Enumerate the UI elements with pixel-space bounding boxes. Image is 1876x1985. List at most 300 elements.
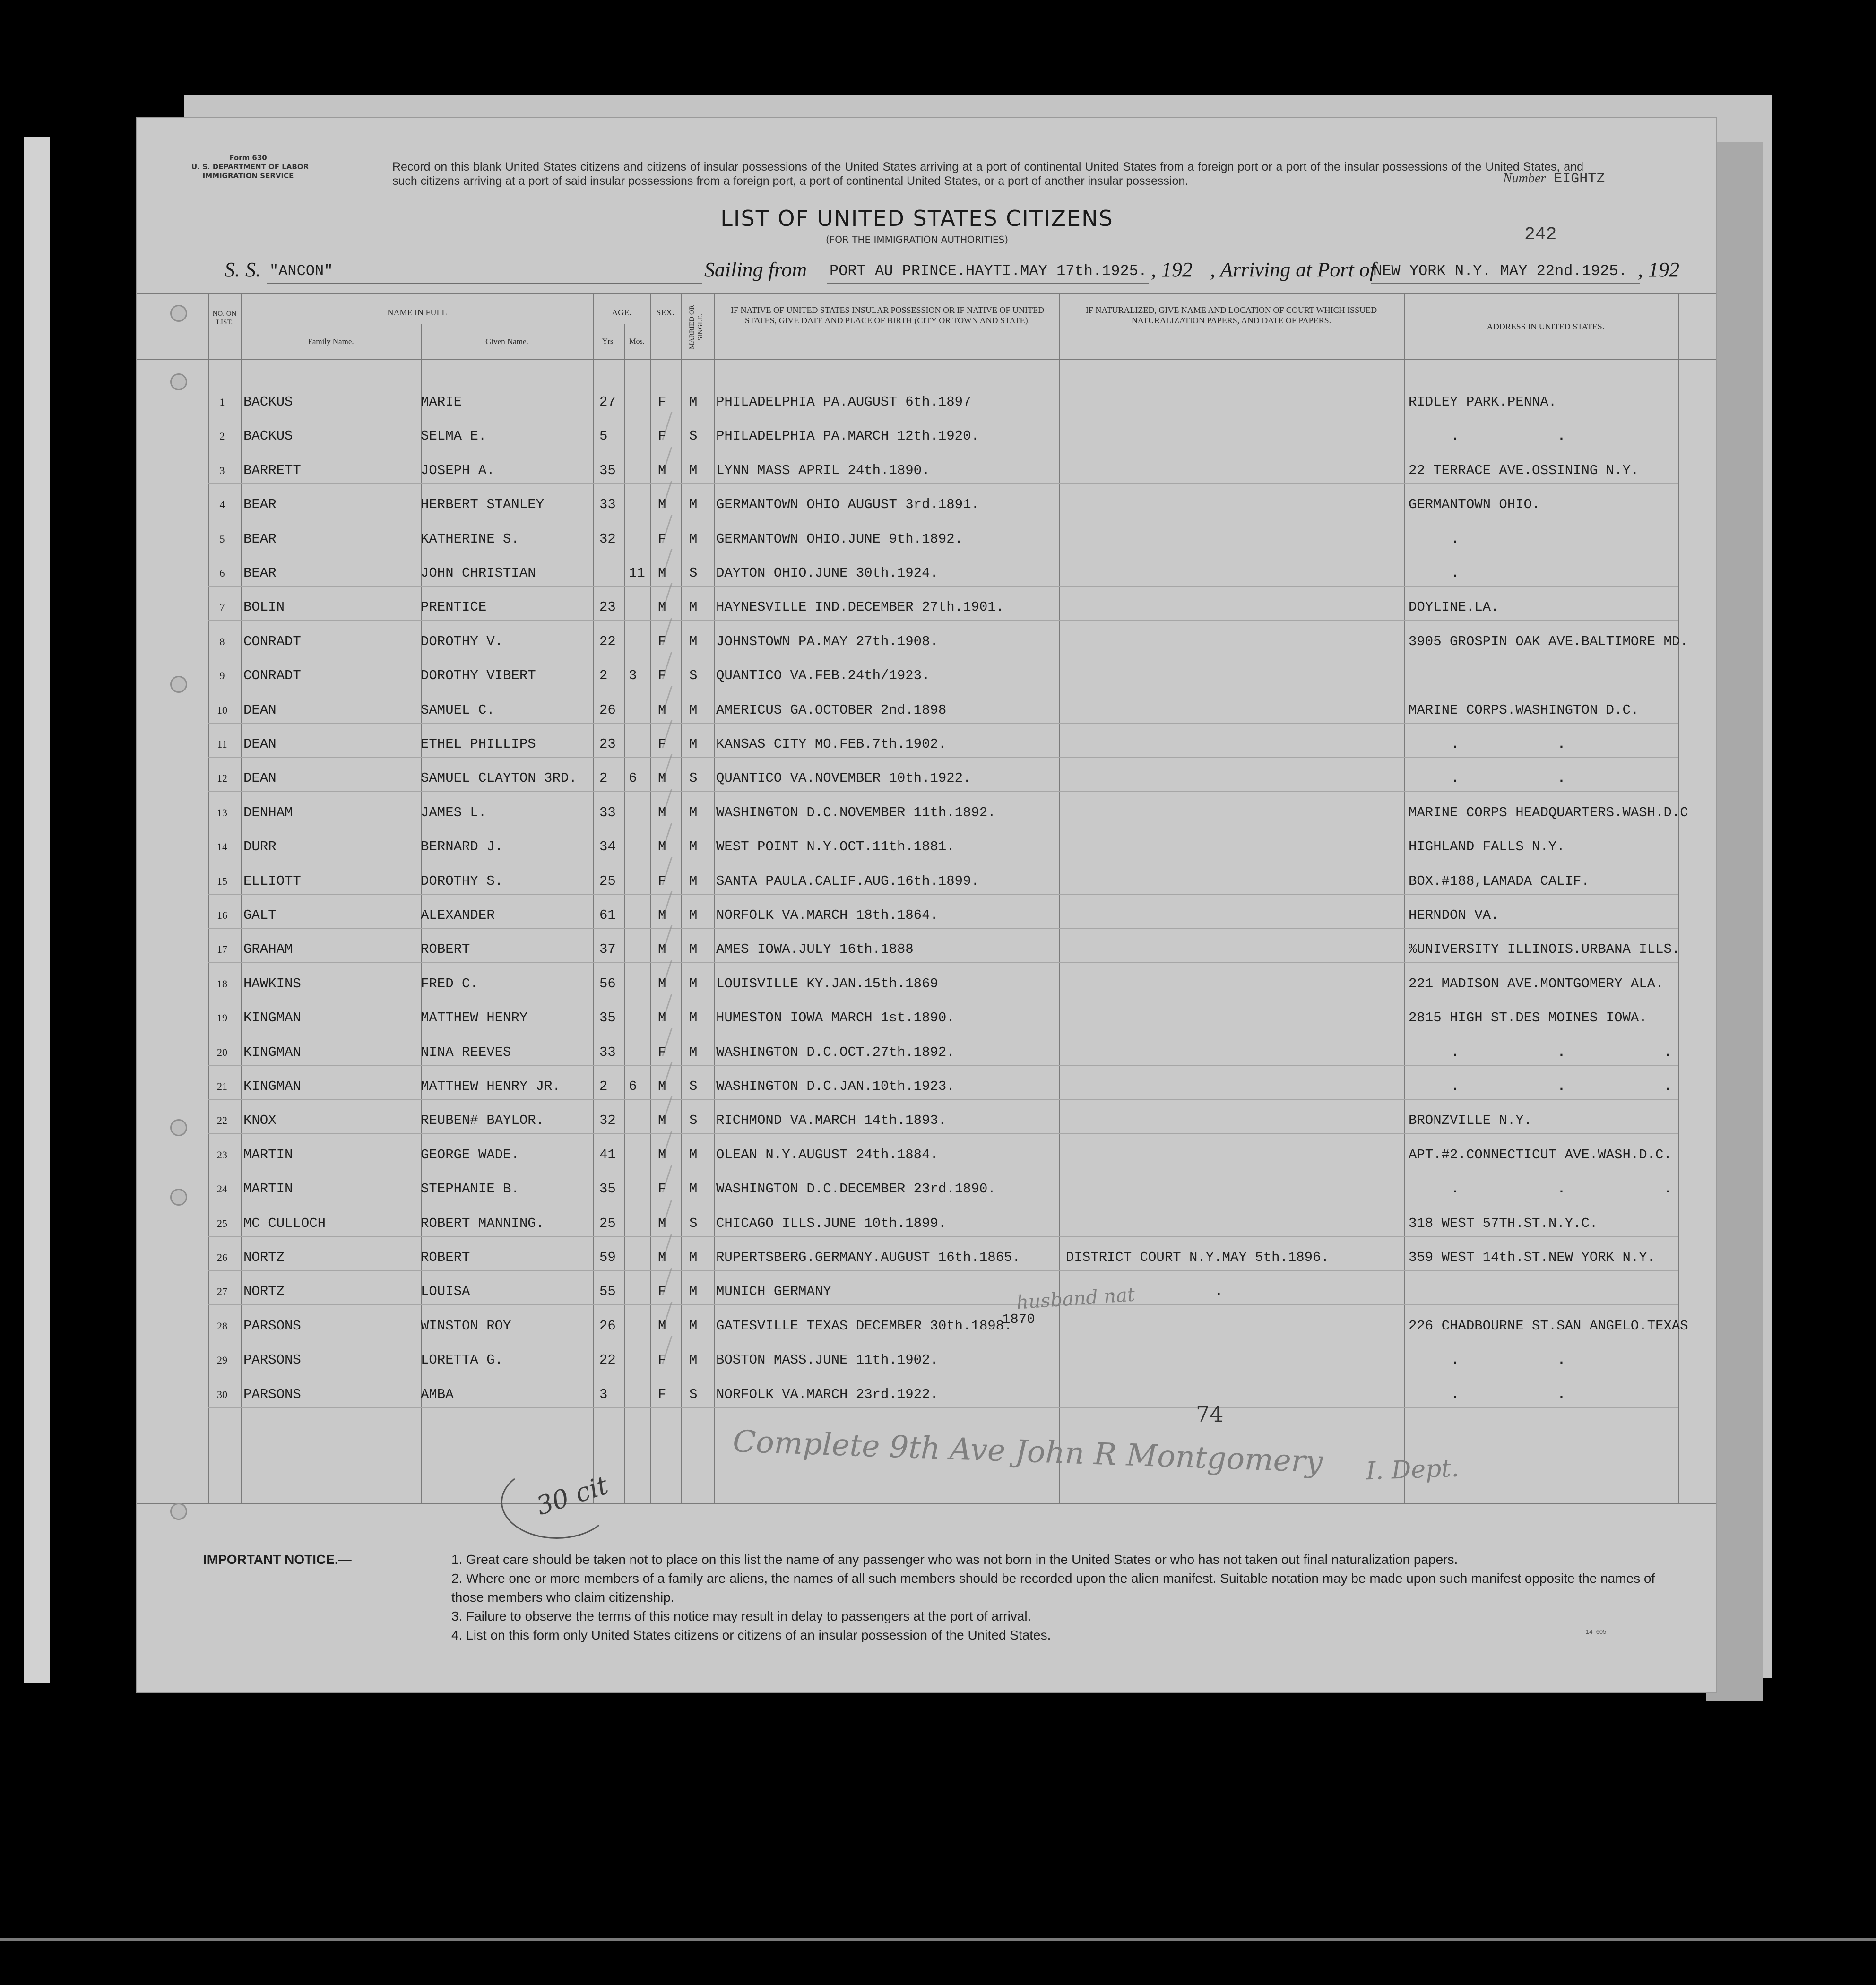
family-name: KINGMAN	[243, 1044, 301, 1060]
row-number: 26	[217, 1251, 227, 1263]
table-row	[137, 1003, 1716, 1032]
sex: M	[658, 1318, 666, 1334]
manifest-page	[137, 118, 1716, 1692]
birth-place-date: WEST POINT N.Y.OCT.11th.1881.	[716, 839, 955, 855]
given-name: SAMUEL CLAYTON 3RD.	[421, 770, 577, 786]
birth-place-date: QUANTICO VA.NOVEMBER 10th.1922.	[716, 770, 971, 786]
marital-status: M	[689, 873, 698, 889]
given-name: MATTHEW HENRY JR.	[421, 1079, 561, 1094]
table-row	[137, 1140, 1716, 1169]
birth-place-date: KANSAS CITY MO.FEB.7th.1902.	[716, 736, 947, 752]
row-rule	[208, 1099, 1678, 1100]
row-number: 7	[219, 601, 225, 613]
age-years: 32	[599, 531, 616, 547]
sailing-port-date: PORT AU PRINCE.HAYTI.MAY 17th.1925.	[830, 262, 1148, 280]
us-address: 359 WEST 14th.ST.NEW YORK N.Y.	[1409, 1250, 1656, 1265]
table-row	[137, 559, 1716, 587]
row-rule	[208, 1065, 1678, 1066]
age-months: 6	[629, 770, 637, 786]
us-address: BRONZVILLE N.Y.	[1409, 1113, 1532, 1129]
given-name: ROBERT	[421, 1250, 470, 1265]
row-number: 30	[217, 1388, 227, 1400]
sailing-label: Sailing from	[704, 258, 807, 281]
row-rule	[208, 1304, 1678, 1305]
marital-status: M	[689, 462, 698, 478]
sex: M	[658, 1215, 666, 1231]
row-rule	[208, 1236, 1678, 1237]
given-name: JOSEPH A.	[421, 462, 495, 478]
sex: F	[658, 428, 666, 444]
birth-place-date: WASHINGTON D.C.OCT.27th.1892.	[716, 1044, 955, 1060]
list-number-label: Number	[1503, 171, 1546, 186]
marital-status: M	[689, 839, 698, 855]
birth-place-date: LYNN MASS APRIL 24th.1890.	[716, 462, 930, 478]
row-number: 21	[217, 1080, 227, 1092]
family-name: HAWKINS	[243, 975, 301, 992]
us-address: 22 TERRACE AVE.OSSINING N.Y.	[1409, 462, 1639, 478]
marital-status: S	[689, 1079, 698, 1094]
col-header-age: AGE.	[612, 308, 631, 317]
row-number: 28	[217, 1320, 227, 1332]
given-name: KATHERINE S.	[421, 531, 519, 547]
family-name: DEAN	[243, 736, 277, 752]
row-number: 4	[219, 499, 225, 511]
table-row	[137, 422, 1716, 450]
marital-status: M	[689, 497, 698, 513]
table-row	[137, 867, 1716, 895]
table-row	[137, 661, 1716, 690]
age-years: 33	[599, 804, 616, 820]
birth-place-date: RUPERTSBERG.GERMANY.AUGUST 16th.1865.	[716, 1250, 1020, 1265]
row-number: 22	[217, 1114, 227, 1127]
age-years: 23	[599, 599, 616, 615]
us-address: . .	[1451, 770, 1611, 786]
us-address: . . .	[1451, 1044, 1717, 1060]
row-number: 19	[217, 1012, 227, 1024]
row-number: 29	[217, 1354, 227, 1366]
given-name: REUBEN# BAYLOR.	[421, 1113, 545, 1129]
handwritten-page-reference: 74	[1196, 1401, 1224, 1427]
family-name: PARSONS	[243, 1352, 301, 1368]
given-name: DOROTHY S.	[421, 873, 503, 889]
us-address: APT.#2.CONNECTICUT AVE.WASH.D.C.	[1409, 1147, 1672, 1163]
family-name: NORTZ	[243, 1250, 285, 1265]
row-number: 9	[219, 670, 225, 682]
birth-place-date: WASHINGTON D.C.JAN.10th.1923.	[716, 1079, 955, 1094]
table-row	[137, 730, 1716, 758]
sex: M	[658, 1147, 666, 1163]
sex: M	[658, 941, 666, 958]
table-row	[137, 456, 1716, 484]
binder-hole	[170, 1503, 187, 1520]
sex: F	[658, 736, 666, 752]
age-years: 27	[599, 394, 616, 410]
family-name: GRAHAM	[243, 941, 293, 958]
list-number-value: EIGHTZ	[1554, 171, 1605, 187]
sex: M	[658, 1250, 666, 1265]
given-name: DOROTHY V.	[421, 633, 503, 649]
row-rule	[208, 1407, 1678, 1408]
sex: M	[658, 497, 666, 513]
year-suffix-1: , 192	[1151, 258, 1193, 281]
sex: M	[658, 702, 666, 718]
row-number: 15	[217, 875, 227, 887]
year-suffix-2: , 192	[1638, 258, 1679, 281]
sex: F	[658, 633, 666, 649]
annotation-year: 1870	[1002, 1312, 1035, 1327]
marital-status: M	[689, 1044, 698, 1060]
row-rule	[208, 620, 1678, 621]
age-years: 22	[599, 1352, 616, 1368]
service-name: IMMIGRATION SERVICE	[202, 172, 294, 180]
birth-place-date: GATESVILLE TEXAS DECEMBER 30th.1898.	[716, 1318, 1012, 1334]
family-name: CONRADT	[243, 668, 301, 684]
family-name: BACKUS	[243, 394, 293, 410]
age-years: 2	[599, 770, 608, 786]
us-address: . .	[1451, 1386, 1611, 1402]
binder-hole	[170, 1119, 187, 1136]
sex: M	[658, 599, 666, 615]
birth-place-date: AMES IOWA.JULY 16th.1888	[716, 941, 914, 958]
col-header-married-single: MARRIED OR SINGLE.	[688, 305, 704, 350]
age-years: 34	[599, 839, 616, 855]
family-name: KINGMAN	[243, 1010, 301, 1026]
birth-place-date: DAYTON OHIO.JUNE 30th.1924.	[716, 565, 938, 581]
row-number: 16	[217, 909, 227, 921]
marital-status: M	[689, 736, 698, 752]
ship-label: S. S.	[225, 258, 261, 281]
table-bottom-rule	[137, 1503, 1716, 1504]
table-row	[137, 1243, 1716, 1271]
col-header-sex: SEX.	[656, 308, 674, 317]
us-address: MARINE CORPS HEADQUARTERS.WASH.D.C	[1409, 804, 1688, 820]
age-months: 6	[629, 1079, 637, 1094]
birth-place-date: CHICAGO ILLS.JUNE 10th.1899.	[716, 1215, 947, 1231]
marital-status: M	[689, 804, 698, 820]
row-rule	[208, 1133, 1678, 1134]
page-title: LIST OF UNITED STATES CITIZENS	[720, 206, 1114, 231]
handwritten-note: Complete 9th Ave John R Montgomery	[732, 1424, 1323, 1480]
age-years: 35	[599, 462, 616, 478]
given-name: ALEXANDER	[421, 907, 495, 923]
given-name: MATTHEW HENRY	[421, 1010, 528, 1026]
marital-status: M	[689, 702, 698, 718]
form-print-code: 14–605	[1586, 1628, 1607, 1635]
row-rule	[208, 723, 1678, 724]
naturalization-info: DISTRICT COURT N.Y.MAY 5th.1896.	[1066, 1250, 1329, 1265]
row-number: 27	[217, 1286, 227, 1298]
sex: M	[658, 1010, 666, 1026]
given-name: HERBERT STANLEY	[421, 497, 545, 513]
birth-place-date: QUANTICO VA.FEB.24th/1923.	[716, 668, 930, 684]
ship-name: "ANCON"	[269, 262, 333, 280]
row-number: 24	[217, 1183, 227, 1195]
row-rule	[208, 928, 1678, 929]
table-row	[137, 1072, 1716, 1100]
sex: M	[658, 839, 666, 855]
notice-item: 4. List on this form only United States citizens or citizens of an insular possession of the United States.	[451, 1628, 1051, 1642]
us-address: . .	[1451, 736, 1611, 752]
marital-status: S	[689, 1215, 698, 1231]
family-name: NORTZ	[243, 1284, 285, 1300]
sex: M	[658, 804, 666, 820]
row-rule	[208, 586, 1678, 587]
table-row	[137, 969, 1716, 998]
sex: M	[658, 770, 666, 786]
given-name: JAMES L.	[421, 804, 487, 820]
family-name: DEAN	[243, 770, 277, 786]
birth-place-date: WASHINGTON D.C.DECEMBER 23rd.1890.	[716, 1181, 996, 1197]
col-header-birth: IF NATIVE OF UNITED STATES INSULAR POSSESSION OR IF NATIVE OF UNITED STATES, GIVE DATE AND PLACE OF BIRTH (CITY OR TOWN AND STATE).	[730, 305, 1045, 325]
sex: F	[658, 1386, 666, 1402]
given-name: MARIE	[421, 394, 462, 410]
sex: F	[658, 1181, 666, 1197]
given-name: GEORGE WADE.	[421, 1147, 519, 1163]
notice-item: 1. Great care should be taken not to place on this list the name of any passenger who was not born in the United States or who has not taken out final naturalization papers.	[451, 1552, 1458, 1567]
arriving-port-date: NEW YORK N.Y. MAY 22nd.1925.	[1373, 262, 1627, 280]
row-number: 11	[217, 738, 227, 750]
table-row	[137, 388, 1716, 416]
age-years: 5	[599, 428, 608, 444]
row-rule	[208, 791, 1678, 792]
col-header-name-in-full: NAME IN FULL	[387, 308, 447, 317]
family-name: DEAN	[243, 702, 277, 718]
notice-item: 2. Where one or more members of a family are aliens, the names of all such members should be recorded upon the alien manifest. Suitable notation may be made upon such manifest opposite the names of those members who claim citizenship.	[451, 1571, 1655, 1605]
table-row	[137, 1277, 1716, 1305]
table-row	[137, 1038, 1716, 1066]
row-number: 3	[219, 464, 225, 476]
row-rule	[208, 1270, 1678, 1271]
sex: M	[658, 975, 666, 992]
age-years: 56	[599, 975, 616, 992]
given-name: WINSTON ROY	[421, 1318, 511, 1334]
us-address: 2815 HIGH ST.DES MOINES IOWA.	[1409, 1010, 1647, 1026]
col-header-family-name: Family Name.	[308, 337, 354, 346]
age-years: 25	[599, 1215, 616, 1231]
row-number: 23	[217, 1148, 227, 1161]
us-address: BOX.#188,LAMADA CALIF.	[1409, 873, 1590, 889]
family-name: MC CULLOCH	[243, 1215, 326, 1231]
us-address: 221 MADISON AVE.MONTGOMERY ALA.	[1409, 975, 1664, 992]
family-name: BARRETT	[243, 462, 301, 478]
birth-place-date: RICHMOND VA.MARCH 14th.1893.	[716, 1113, 947, 1129]
age-years: 59	[599, 1250, 616, 1265]
birth-place-date: HAYNESVILLE IND.DECEMBER 27th.1901.	[716, 599, 1004, 615]
marital-status: S	[689, 565, 698, 581]
marital-status: M	[689, 1318, 698, 1334]
row-number: 13	[217, 806, 227, 819]
sex: M	[658, 1113, 666, 1129]
given-name: PRENTICE	[421, 599, 487, 615]
us-address: 3905 GROSPIN OAK AVE.BALTIMORE MD.	[1409, 633, 1688, 649]
given-name: ETHEL PHILLIPS	[421, 736, 536, 752]
table-row	[137, 832, 1716, 861]
marital-status: M	[689, 1250, 698, 1265]
age-years: 3	[599, 1386, 608, 1402]
family-name: DURR	[243, 839, 277, 855]
sex: F	[658, 1284, 666, 1300]
table-top-rule	[137, 293, 1716, 294]
sex: F	[658, 1352, 666, 1368]
binder-hole	[170, 305, 187, 322]
given-name: BERNARD J.	[421, 839, 503, 855]
given-name: LORETTA G.	[421, 1352, 503, 1368]
sex: F	[658, 873, 666, 889]
marital-status: M	[689, 1352, 698, 1368]
given-name: DOROTHY VIBERT	[421, 668, 536, 684]
age-months: 11	[629, 565, 645, 581]
age-years: 35	[599, 1010, 616, 1026]
birth-place-date: LOUISVILLE KY.JAN.15th.1869	[716, 975, 938, 992]
given-name: ROBERT	[421, 941, 470, 958]
col-header-given-name: Given Name.	[485, 337, 528, 346]
birth-place-date: PHILADELPHIA PA.MARCH 12th.1920.	[716, 428, 979, 444]
given-name: LOUISA	[421, 1284, 470, 1300]
marital-status: M	[689, 633, 698, 649]
birth-place-date: GERMANTOWN OHIO.JUNE 9th.1892.	[716, 531, 963, 547]
age-years: 26	[599, 702, 616, 718]
table-row	[137, 764, 1716, 792]
us-address: HERNDON VA.	[1409, 907, 1499, 923]
marital-status: M	[689, 1010, 698, 1026]
marital-status: S	[689, 1386, 698, 1402]
birth-place-date: AMERICUS GA.OCTOBER 2nd.1898	[716, 702, 947, 718]
table-row	[137, 593, 1716, 621]
sex: F	[658, 1044, 666, 1060]
marital-status: S	[689, 668, 698, 684]
marital-status: M	[689, 1147, 698, 1163]
age-years: 33	[599, 497, 616, 513]
sex: F	[658, 668, 666, 684]
stamped-page-number: 242	[1524, 224, 1557, 245]
sex: M	[658, 462, 666, 478]
row-number: 17	[217, 943, 227, 956]
table-row	[137, 901, 1716, 929]
col-header-naturalized: IF NATURALIZED, GIVE NAME AND LOCATION OF COURT WHICH ISSUED NATURALIZATION PAPERS, AND DATE OF PAPERS.	[1085, 305, 1377, 325]
birth-place-date: JOHNSTOWN PA.MAY 27th.1908.	[716, 633, 938, 649]
marital-status: S	[689, 428, 698, 444]
birth-place-date: SANTA PAULA.CALIF.AUG.16th.1899.	[716, 873, 979, 889]
us-address: HIGHLAND FALLS N.Y.	[1409, 839, 1565, 855]
family-name: BEAR	[243, 565, 277, 581]
handwritten-count-circle	[501, 1465, 613, 1539]
family-name: ELLIOTT	[243, 873, 301, 889]
age-years: 32	[599, 1113, 616, 1129]
given-name: SELMA E.	[421, 428, 487, 444]
age-years: 61	[599, 907, 616, 923]
us-address: 318 WEST 57TH.ST.N.Y.C.	[1409, 1215, 1598, 1231]
marital-status: S	[689, 770, 698, 786]
table-row	[137, 1106, 1716, 1134]
age-years: 2	[599, 1079, 608, 1094]
row-number: 6	[219, 567, 225, 579]
age-months: 3	[629, 668, 637, 684]
page-subtitle: (FOR THE IMMIGRATION AUTHORITIES)	[825, 234, 1009, 245]
table-row	[137, 798, 1716, 827]
birth-place-date: OLEAN N.Y.AUGUST 24th.1884.	[716, 1147, 938, 1163]
marital-status: M	[689, 941, 698, 958]
us-address: . .	[1451, 1352, 1611, 1368]
us-address: %UNIVERSITY ILLINOIS.URBANA ILLS.	[1409, 941, 1680, 958]
row-number: 8	[219, 635, 225, 647]
row-number: 12	[217, 772, 227, 785]
birth-place-date: WASHINGTON D.C.NOVEMBER 11th.1892.	[716, 804, 996, 820]
col-header-mos: Mos.	[629, 337, 645, 345]
birth-place-date: MUNICH GERMANY	[716, 1284, 831, 1300]
form-instructions: Record on this blank United States citizens and citizens of insular possessions of the United States arriving at a port of continental United States from a foreign port or a port of the insular possessions of the United States, and such citizens arriving at a port of said insular possessions from a foreign port, a port of continental United States, or a port of another insular possession.	[392, 160, 1583, 188]
given-name: FRED C.	[421, 975, 478, 992]
age-years: 37	[599, 941, 616, 958]
handwritten-count: 30 cit	[533, 1470, 612, 1521]
marital-status: M	[689, 394, 698, 410]
scan-edge-line	[0, 1938, 1876, 1941]
us-address: .	[1451, 531, 1504, 547]
header-bottom-rule	[137, 359, 1716, 360]
binder-hole	[170, 373, 187, 390]
form-number: Form 630	[229, 154, 267, 162]
birth-place-date: NORFOLK VA.MARCH 23rd.1922.	[716, 1386, 938, 1402]
us-address: GERMANTOWN OHIO.	[1409, 497, 1540, 513]
table-row	[137, 490, 1716, 518]
us-address: 226 CHADBOURNE ST.SAN ANGELO.TEXAS	[1409, 1318, 1688, 1334]
department-name: U. S. DEPARTMENT OF LABOR	[191, 163, 309, 171]
sex: M	[658, 907, 666, 923]
row-rule	[208, 757, 1678, 758]
sex: F	[658, 531, 666, 547]
handwritten-note: I. Dept.	[1366, 1454, 1460, 1486]
table-row	[137, 1209, 1716, 1237]
given-name: AMBA	[421, 1386, 454, 1402]
marital-status: S	[689, 1113, 698, 1129]
age-years: 33	[599, 1044, 616, 1060]
given-name: ROBERT MANNING.	[421, 1215, 545, 1231]
table-row	[137, 696, 1716, 724]
col-header-address: ADDRESS IN UNITED STATES.	[1487, 322, 1605, 331]
sex: M	[658, 565, 666, 581]
family-name: PARSONS	[243, 1386, 301, 1402]
row-rule	[208, 483, 1678, 484]
family-name: BACKUS	[243, 428, 293, 444]
marital-status: M	[689, 531, 698, 547]
family-name: MARTIN	[243, 1181, 293, 1197]
marital-status: M	[689, 975, 698, 992]
col-header-yrs: Yrs.	[602, 337, 615, 345]
table-row	[137, 1380, 1716, 1408]
sex: M	[658, 1079, 666, 1094]
us-address: . . .	[1451, 1181, 1717, 1197]
birth-place-date: BOSTON MASS.JUNE 11th.1902.	[716, 1352, 938, 1368]
age-years: 35	[599, 1181, 616, 1197]
naturalization-info: . .	[1108, 1284, 1268, 1300]
family-name: KNOX	[243, 1113, 277, 1129]
birth-place-date: GERMANTOWN OHIO AUGUST 3rd.1891.	[716, 497, 979, 513]
table-row	[137, 1174, 1716, 1203]
given-name: SAMUEL C.	[421, 702, 495, 718]
notice-item: 3. Failure to observe the terms of this notice may result in delay to passengers at the port of arrival.	[451, 1609, 1031, 1623]
handwritten-note: husband nat	[1015, 1284, 1136, 1314]
binder-hole	[170, 676, 187, 693]
us-address: MARINE CORPS.WASHINGTON D.C.	[1409, 702, 1639, 718]
family-name: KINGMAN	[243, 1079, 301, 1094]
given-name: NINA REEVES	[421, 1044, 511, 1060]
marital-status: M	[689, 907, 698, 923]
family-name: BOLIN	[243, 599, 285, 615]
age-years: 41	[599, 1147, 616, 1163]
family-name: BEAR	[243, 497, 277, 513]
birth-place-date: NORFOLK VA.MARCH 18th.1864.	[716, 907, 938, 923]
row-rule	[208, 962, 1678, 963]
row-number: 20	[217, 1046, 227, 1058]
